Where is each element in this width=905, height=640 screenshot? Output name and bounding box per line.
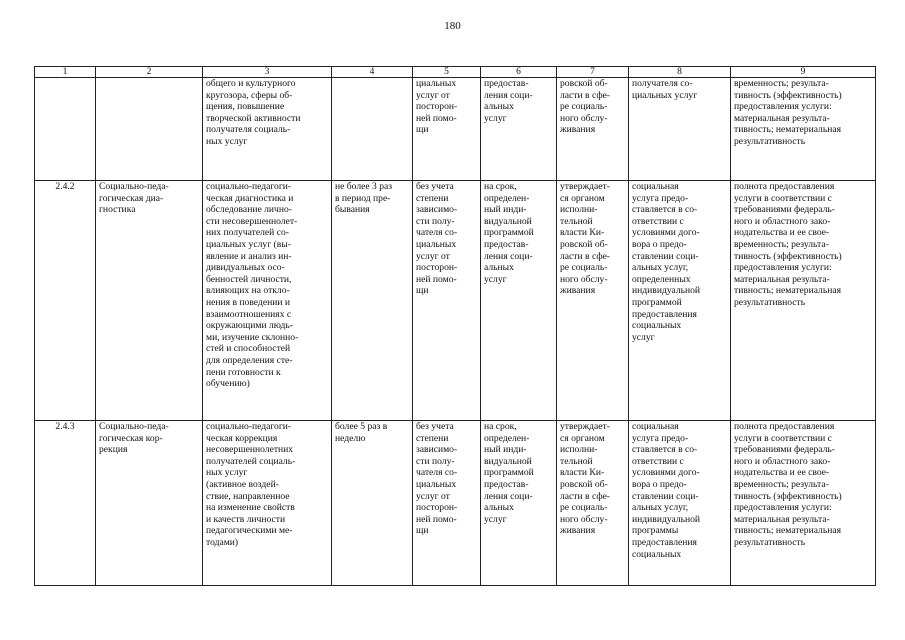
column-number: 4 <box>332 67 413 78</box>
item-number: 2.4.2 <box>35 181 96 421</box>
service-conditions: социальная услуга предо- ставляется в со- ответствии с условиями дого- вора о предо- ставлении соци- альных услуг, определенных индивидуальной программой предоставления социальных услуг <box>629 181 731 421</box>
service-quality-indicators: полнота предоставления услуги в соответствии с требованиями федераль- ного и областного зако- нодательства и ее свое- временность; результа- тивность (эффективность) предоставления услуги: материальная результа- тивность; нематериальная результативность <box>731 181 876 421</box>
service-description: социально-педагоги- ческая коррекция несовершеннолетних получателей социаль- ных услуг (активное воздей- ствие, направленное на изменение свойств и качеств личности педагогическими ме- тодами) <box>203 421 332 586</box>
service-quality-indicators: полнота предоставления услуги в соответствии с требованиями федераль- ного и областного зако- нодательства и ее свое- временность; результа- тивность (эффективность) предоставления услуги: материальная результа- тивность; нематериальная результативность <box>731 421 876 586</box>
column-number: 5 <box>413 67 481 78</box>
service-norm: без учета степени зависимо- сти полу- чателя со- циальных услуг от посторон- ней помо- щи <box>413 181 481 421</box>
page-number: 180 <box>444 20 461 32</box>
service-norm: циальных услуг от посторон- ней помо- щи <box>413 78 481 181</box>
table-row <box>35 181 876 421</box>
column-number: 7 <box>557 67 629 78</box>
column-number-row <box>35 67 876 78</box>
column-number: 2 <box>96 67 203 78</box>
column-number: 3 <box>203 67 332 78</box>
item-number: 2.4.3 <box>35 421 96 586</box>
column-number: 9 <box>731 67 876 78</box>
service-description: социально-педагоги- ческая диагностика и обследование лично- сти несовершеннолет- них получателей со- циальных услуг (вы- явление и анализ ин- дивидуальных осо- бенностей личности, влияющих на откло- нения в поведении и взаимоотношениях с окружающими людь- ми, изучение склонно- стей и способностей для определения сте- пени готовности к обучению) <box>203 181 332 421</box>
table-row <box>35 421 876 586</box>
service-frequency: не более 3 раз в период пре- бывания <box>332 181 413 421</box>
service-name: Социально-педа- гогическая диа- гностика <box>96 181 203 421</box>
service-term: предостав- ления соци- альных услуг <box>481 78 557 181</box>
service-name: Социально-педа- гогическая кор- рекция <box>96 421 203 586</box>
service-term: на срок, определен- ный инди- видуальной программой предостав- ления соци- альных услуг <box>481 181 557 421</box>
service-frequency <box>332 78 413 181</box>
item-number <box>35 78 96 181</box>
service-tariff: утверждает- ся органом исполни- тельной власти Ки- ровской об- ласти в сфе- ре социаль- ного обслу- живания <box>557 421 629 586</box>
service-tariff: утверждает- ся органом исполни- тельной власти Ки- ровской об- ласти в сфе- ре социаль- ного обслу- живания <box>557 181 629 421</box>
service-name <box>96 78 203 181</box>
column-number: 8 <box>629 67 731 78</box>
service-norm: без учета степени зависимо- сти полу- чателя со- циальных услуг от посторон- ней помо- щи <box>413 421 481 586</box>
column-number: 1 <box>35 67 96 78</box>
service-conditions: социальная услуга предо- ставляется в со- ответствии с условиями дого- вора о предо- ставлении соци- альных услуг, индивидуальной программы предоставления социальных <box>629 421 731 586</box>
services-table <box>34 66 876 586</box>
service-tariff: ровской об- ласти в сфе- ре социаль- ного обслу- живания <box>557 78 629 181</box>
service-quality-indicators: временность; результа- тивность (эффективность) предоставления услуги: материальная результа- тивность; нематериальная результативность <box>731 78 876 181</box>
column-number: 6 <box>481 67 557 78</box>
service-description: общего и культурного кругозора, сферы об- щения, повышение творческой активности получателя социаль- ных услуг <box>203 78 332 181</box>
service-term: на срок, определен- ный инди- видуальной программой предостав- ления соци- альных услуг <box>481 421 557 586</box>
table-row <box>35 78 876 181</box>
service-frequency: более 5 раз в неделю <box>332 421 413 586</box>
service-conditions: получателя со- циальных услуг <box>629 78 731 181</box>
